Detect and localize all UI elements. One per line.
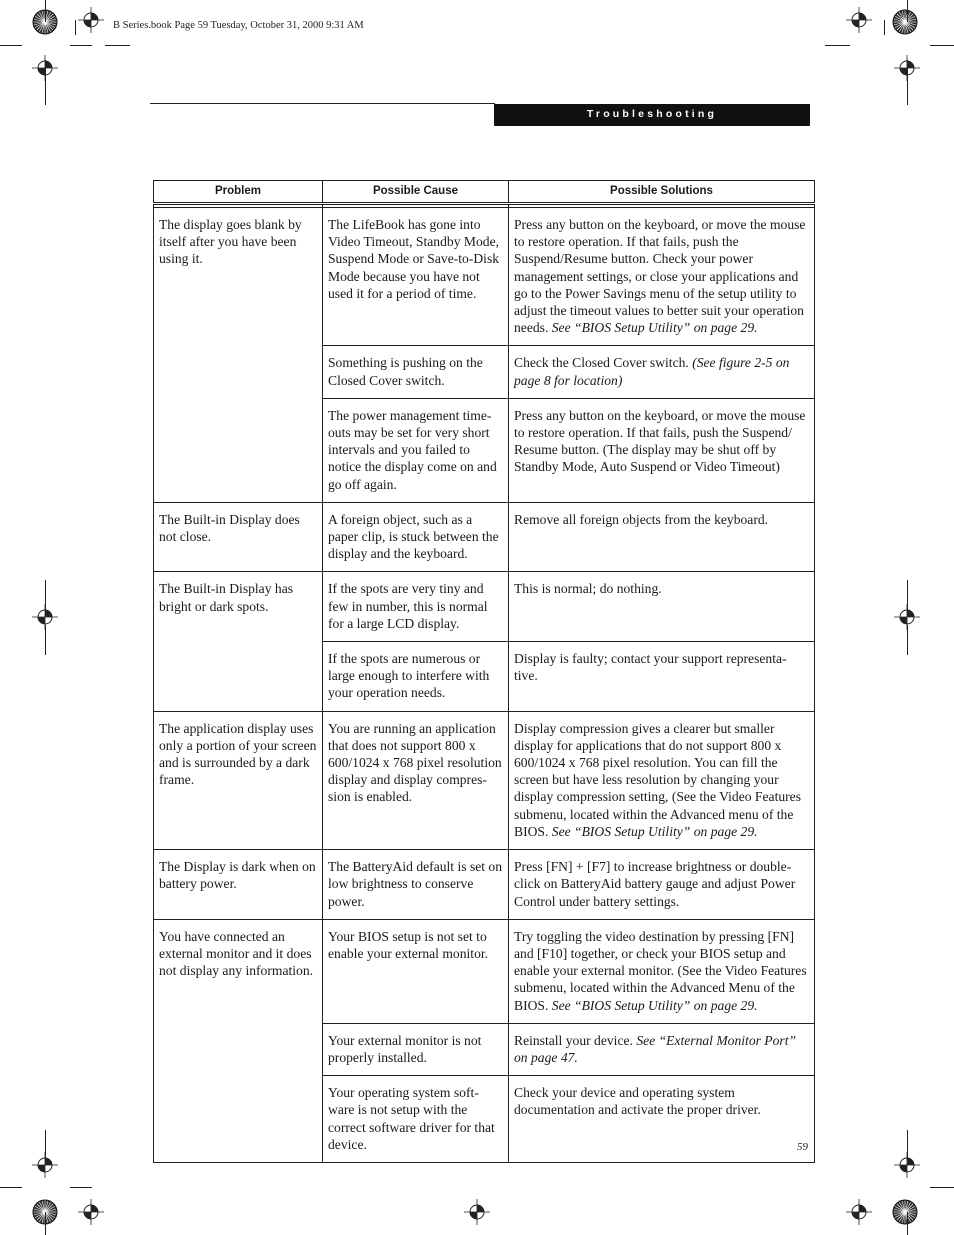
trim-line xyxy=(0,1187,22,1188)
trim-line xyxy=(930,1187,954,1188)
header-rule xyxy=(150,103,495,104)
solution-text: Display is faulty; contact your support representa-tive. xyxy=(514,651,787,684)
trim-line xyxy=(907,0,908,22)
problem-cell: You have connected an external monitor and it does not display any information. xyxy=(154,919,323,1162)
solution-text: Try toggling the video destination by pressing [FN] and [F10] together, or check your BIOS setup and enable your external monitor. (See the Video Features submenu, located within the Advanced Menu of the BIOS. xyxy=(514,928,807,1013)
solution-cell xyxy=(509,711,815,849)
trim-line xyxy=(0,45,22,46)
registration-mark-icon xyxy=(78,1199,104,1225)
cause-cell: If the spots are very tiny and few in number, this is normal for a large LCD display. xyxy=(323,572,509,642)
table-row xyxy=(154,919,815,1023)
trim-line xyxy=(45,1130,46,1165)
solution-reference: See “BIOS Setup Utility” on page 29. xyxy=(551,320,758,336)
solution-cell xyxy=(509,208,815,346)
print-header: B Series.book Page 59 Tuesday, October 31, 2000 9:31 AM xyxy=(113,20,364,31)
solution-cell xyxy=(509,502,815,572)
cause-cell: If the spots are numerous or large enough to interfere with your operation needs. xyxy=(323,642,509,712)
solution-text: Display compression gives a clearer but smaller display for applications that do not support 800 x 600/1024 x 768 pixel resolution. You can fill the screen but have less resolution by changing your display compression setting, (See the Video Features submenu, located within the Advanced menu of the BIOS. xyxy=(514,720,801,839)
solution-reference: See “BIOS Setup Utility” on page 29. xyxy=(551,823,758,839)
trim-line xyxy=(930,45,954,46)
trim-line xyxy=(825,45,850,46)
trim-line xyxy=(45,60,46,105)
table-row xyxy=(154,850,815,920)
solution-reference: (See figure 2-5 on page 8 for location) xyxy=(514,355,790,388)
table-header-row xyxy=(154,181,815,204)
header-possible-solutions: Possible Solutions xyxy=(509,181,815,204)
trim-line xyxy=(105,45,130,46)
solution-cell xyxy=(509,1023,815,1075)
table-row xyxy=(154,502,815,572)
solution-text: Reinstall your device. xyxy=(514,1032,637,1048)
section-title: Troubleshooting xyxy=(494,104,810,126)
trim-line xyxy=(45,0,46,22)
solution-text: Press any button on the keyboard, or move the mouse to restore operation. If that fails, push the Suspend/Resume button. Check your power management settings, or close your applications and go to the Power Savings menu of the setup utility to adjust the timeout values to better suit your operation needs. xyxy=(514,217,806,336)
solution-reference: See “BIOS Setup Utility” on page 29. xyxy=(551,997,758,1013)
solution-cell xyxy=(509,642,815,712)
registration-mark-icon xyxy=(464,1199,490,1225)
cause-cell: Your operating system soft-ware is not setup with the correct software driver for that device. xyxy=(323,1076,509,1163)
solution-reference: See “External Monitor Port” on page 47. xyxy=(514,1032,797,1065)
header-problem: Problem xyxy=(154,181,323,204)
trim-line xyxy=(907,1212,908,1235)
cause-cell: Your BIOS setup is not set to enable your external monitor. xyxy=(323,919,509,1023)
page-number: 59 xyxy=(797,1141,808,1153)
trim-line xyxy=(45,580,46,610)
table-row xyxy=(154,572,815,642)
trim-line xyxy=(907,580,908,610)
trim-line xyxy=(884,20,885,35)
cause-cell: You are running an application that does not support 800 x 600/1024 x 768 pixel resolution display and display compres-sion is enabled. xyxy=(323,711,509,849)
solution-text: Press [FN] + [F7] to increase brightness or double-click on BatteryAid battery gauge and adjust Power Control under battery settings. xyxy=(514,859,796,909)
trim-line xyxy=(70,1187,92,1188)
color-wheel-mark-icon xyxy=(892,9,918,35)
trim-line xyxy=(75,20,76,35)
color-wheel-mark-icon xyxy=(892,1199,918,1225)
problem-cell: The Display is dark when on battery power. xyxy=(154,850,323,920)
registration-mark-icon xyxy=(846,1199,872,1225)
trim-line xyxy=(907,1130,908,1165)
cause-cell: Something is pushing on the Closed Cover switch. xyxy=(323,346,509,398)
solution-cell xyxy=(509,919,815,1023)
table-row xyxy=(154,208,815,346)
header-possible-cause: Possible Cause xyxy=(323,181,509,204)
trim-line xyxy=(45,625,46,655)
solution-text: This is normal; do nothing. xyxy=(514,581,662,597)
solution-cell xyxy=(509,346,815,398)
cause-cell: The power management time-outs may be set for very short intervals and you failed to notice the display come on and go off again. xyxy=(323,398,509,502)
trim-line xyxy=(907,625,908,655)
troubleshooting-table xyxy=(153,180,815,1163)
problem-cell: The display goes blank by itself after you have been using it. xyxy=(154,208,323,503)
cause-cell: A foreign object, such as a paper clip, is stuck between the display and the keyboard. xyxy=(323,502,509,572)
solution-text: Press any button on the keyboard, or move the mouse to restore operation. If that fails, push the Suspend/ Resume button. (The display may be shut off by Standby Mode, Auto Suspend or Video Timeout) xyxy=(514,407,806,475)
trim-line xyxy=(45,1212,46,1235)
registration-mark-icon xyxy=(78,7,104,33)
cause-cell: Your external monitor is not properly installed. xyxy=(323,1023,509,1075)
table-row xyxy=(154,711,815,849)
solution-text: Check your device and operating system documentation and activate the proper driver. xyxy=(514,1085,761,1118)
registration-mark-icon xyxy=(846,7,872,33)
solution-cell xyxy=(509,1076,815,1163)
problem-cell: The application display uses only a portion of your screen and is surrounded by a dark frame. xyxy=(154,711,323,849)
trim-line xyxy=(907,60,908,105)
solution-cell xyxy=(509,398,815,502)
problem-cell: The Built-in Display does not close. xyxy=(154,502,323,572)
solution-text: Remove all foreign objects from the keyboard. xyxy=(514,511,769,527)
solution-cell xyxy=(509,850,815,920)
solution-cell xyxy=(509,572,815,642)
solution-text: Check the Closed Cover switch. xyxy=(514,355,693,371)
cause-cell: The LifeBook has gone into Video Timeout, Standby Mode, Suspend Mode or Save-to-Disk Mode because you have not used it for a period of time. xyxy=(323,208,509,346)
cause-cell: The BatteryAid default is set on low brightness to conserve power. xyxy=(323,850,509,920)
table-body xyxy=(154,204,815,1163)
problem-cell: The Built-in Display has bright or dark spots. xyxy=(154,572,323,711)
trim-line xyxy=(70,45,92,46)
